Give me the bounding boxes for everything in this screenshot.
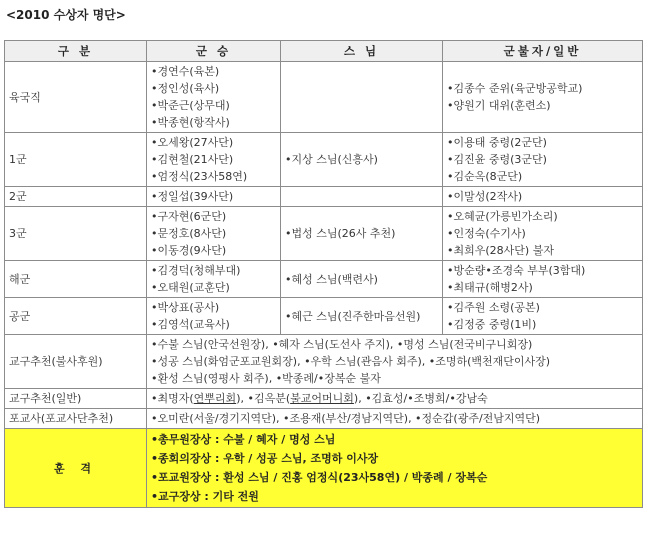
- org-name-underlined: 불교어머니회: [290, 392, 354, 405]
- list-item: •성공 스님(화엄군포교원회장), •우학 스님(관음사 회주), •조명하(백천재단이사장): [151, 355, 551, 368]
- row-category: 교구추천(일반): [5, 389, 147, 409]
- awardee-table: [4, 40, 643, 508]
- list-item: •정인성(육사): [151, 82, 220, 95]
- text-part: •최명자(: [151, 392, 194, 405]
- wide-cell: [147, 409, 643, 429]
- list-item: •오태원(교훈단): [151, 281, 230, 294]
- list-item: •김진윤 중령(3군단): [447, 153, 547, 166]
- list-item: •김순옥(8군단): [447, 170, 523, 183]
- table-row: [5, 335, 643, 389]
- row-category: 해군: [5, 261, 147, 298]
- row-category: 1군: [5, 133, 147, 187]
- header-row: [5, 41, 643, 62]
- award-cell: [147, 429, 643, 508]
- table-row: [5, 261, 643, 298]
- wide-cell: [147, 389, 643, 409]
- text-part: ), •김옥분(: [236, 392, 291, 405]
- award-category: 훈 격: [5, 429, 147, 508]
- list-item: •종회의장상 : 우학 / 성공 스님, 조명하 이사장: [151, 452, 379, 465]
- seunim-cell: [281, 207, 443, 261]
- table-row: [5, 389, 643, 409]
- list-item: •인정숙(수기사): [447, 227, 526, 240]
- list-item: •박준근(상무대): [151, 99, 230, 112]
- list-item: •방순량•조경숙 부부(3함대): [447, 264, 586, 277]
- gunseung-cell: [147, 261, 281, 298]
- list-item: •박종현(항작사): [151, 116, 230, 129]
- list-item: •구자현(6군단): [151, 210, 227, 223]
- row-category: 공군: [5, 298, 147, 335]
- table-row: [5, 409, 643, 429]
- table-row: [5, 207, 643, 261]
- bulja-cell: [443, 62, 643, 133]
- list-item: •혜성 스님(백련사): [285, 272, 378, 286]
- bulja-cell: [443, 187, 643, 207]
- seunim-cell: [281, 261, 443, 298]
- list-item: •양원기 대위(훈련소): [447, 99, 551, 112]
- header-bulja: 군불자/일반: [443, 41, 643, 62]
- list-item: •엄정식(23사58연): [151, 170, 248, 183]
- list-item: •김주원 소령(공본): [447, 301, 540, 314]
- list-item: •포교원장상 : 환성 스님 / 진홍 엄정식(23사58연) / 박종례 / 장복순: [151, 471, 488, 484]
- org-name-underlined: 연뿌리회: [193, 392, 237, 405]
- list-item: •경연수(육본): [151, 65, 220, 78]
- bulja-cell: [443, 133, 643, 187]
- header-seunim: 스 님: [281, 41, 443, 62]
- row-category: 2군: [5, 187, 147, 207]
- gunseung-cell: [147, 298, 281, 335]
- table-row: [5, 187, 643, 207]
- header-gunseung: 군 승: [147, 41, 281, 62]
- list-item: [151, 390, 638, 407]
- list-item: •오혜균(가릉빈가소리): [447, 210, 558, 223]
- list-item: •김정중 중령(1비): [447, 318, 537, 331]
- row-category: 교구추천(불사후원): [5, 335, 147, 389]
- list-item: •법성 스님(26사 추천): [285, 227, 396, 240]
- wide-cell: [147, 335, 643, 389]
- gunseung-cell: [147, 133, 281, 187]
- list-item: •오세왕(27사단): [151, 136, 234, 149]
- list-item: •혜근 스님(진주한마음선원): [285, 309, 421, 323]
- page-title: <2010 수상자 명단>: [6, 8, 126, 22]
- list-item: •김종수 준위(육군방공학교): [447, 82, 583, 95]
- list-item: •오미란(서울/경기지역단), •조용재(부산/경남지역단), •정순갑(광주/전남지역단): [151, 412, 541, 425]
- table-row: [5, 62, 643, 133]
- list-item: •총무원장상 : 수불 / 혜자 / 명성 스님: [151, 433, 336, 446]
- list-item: •이용태 중령(2군단): [447, 136, 547, 149]
- list-item: •박상표(공사): [151, 301, 220, 314]
- gunseung-cell: [147, 62, 281, 133]
- bulja-cell: [443, 261, 643, 298]
- seunim-cell: [281, 133, 443, 187]
- list-item: •김현철(21사단): [151, 153, 234, 166]
- gunseung-cell: [147, 187, 281, 207]
- list-item: •환성 스님(영평사 회주), •박종례/•장복순 불자: [151, 372, 381, 385]
- award-row: [5, 429, 643, 508]
- list-item: •정일섭(39사단): [151, 190, 234, 203]
- list-item: •김경덕(청해부대): [151, 264, 241, 277]
- row-category: 포교사(포교사단추천): [5, 409, 147, 429]
- list-item: •교구장상 : 기타 전원: [151, 490, 259, 503]
- list-item: •지상 스님(신흥사): [285, 153, 378, 166]
- table-row: [5, 133, 643, 187]
- row-category: 3군: [5, 207, 147, 261]
- seunim-cell: [281, 187, 443, 207]
- row-category: 육국직: [5, 62, 147, 133]
- list-item: •김영석(교육사): [151, 318, 230, 331]
- gunseung-cell: [147, 207, 281, 261]
- list-item: •최희우(28사단) 불자: [447, 244, 554, 257]
- table-row: [5, 298, 643, 335]
- list-item: •최태규(해병2사): [447, 281, 533, 294]
- list-item: •이말성(2작사): [447, 190, 523, 203]
- list-item: •수불 스님(안국선원장), •혜자 스님(도선사 주지), •명성 스님(전국비구니회장): [151, 338, 533, 351]
- seunim-cell: [281, 298, 443, 335]
- text-part: ), •김효성/•조병희/•강남숙: [353, 392, 488, 405]
- bulja-cell: [443, 298, 643, 335]
- list-item: •문정호(8사단): [151, 227, 227, 240]
- seunim-cell: [281, 62, 443, 133]
- bulja-cell: [443, 207, 643, 261]
- header-category: 구 분: [5, 41, 147, 62]
- list-item: •이동경(9사단): [151, 244, 227, 257]
